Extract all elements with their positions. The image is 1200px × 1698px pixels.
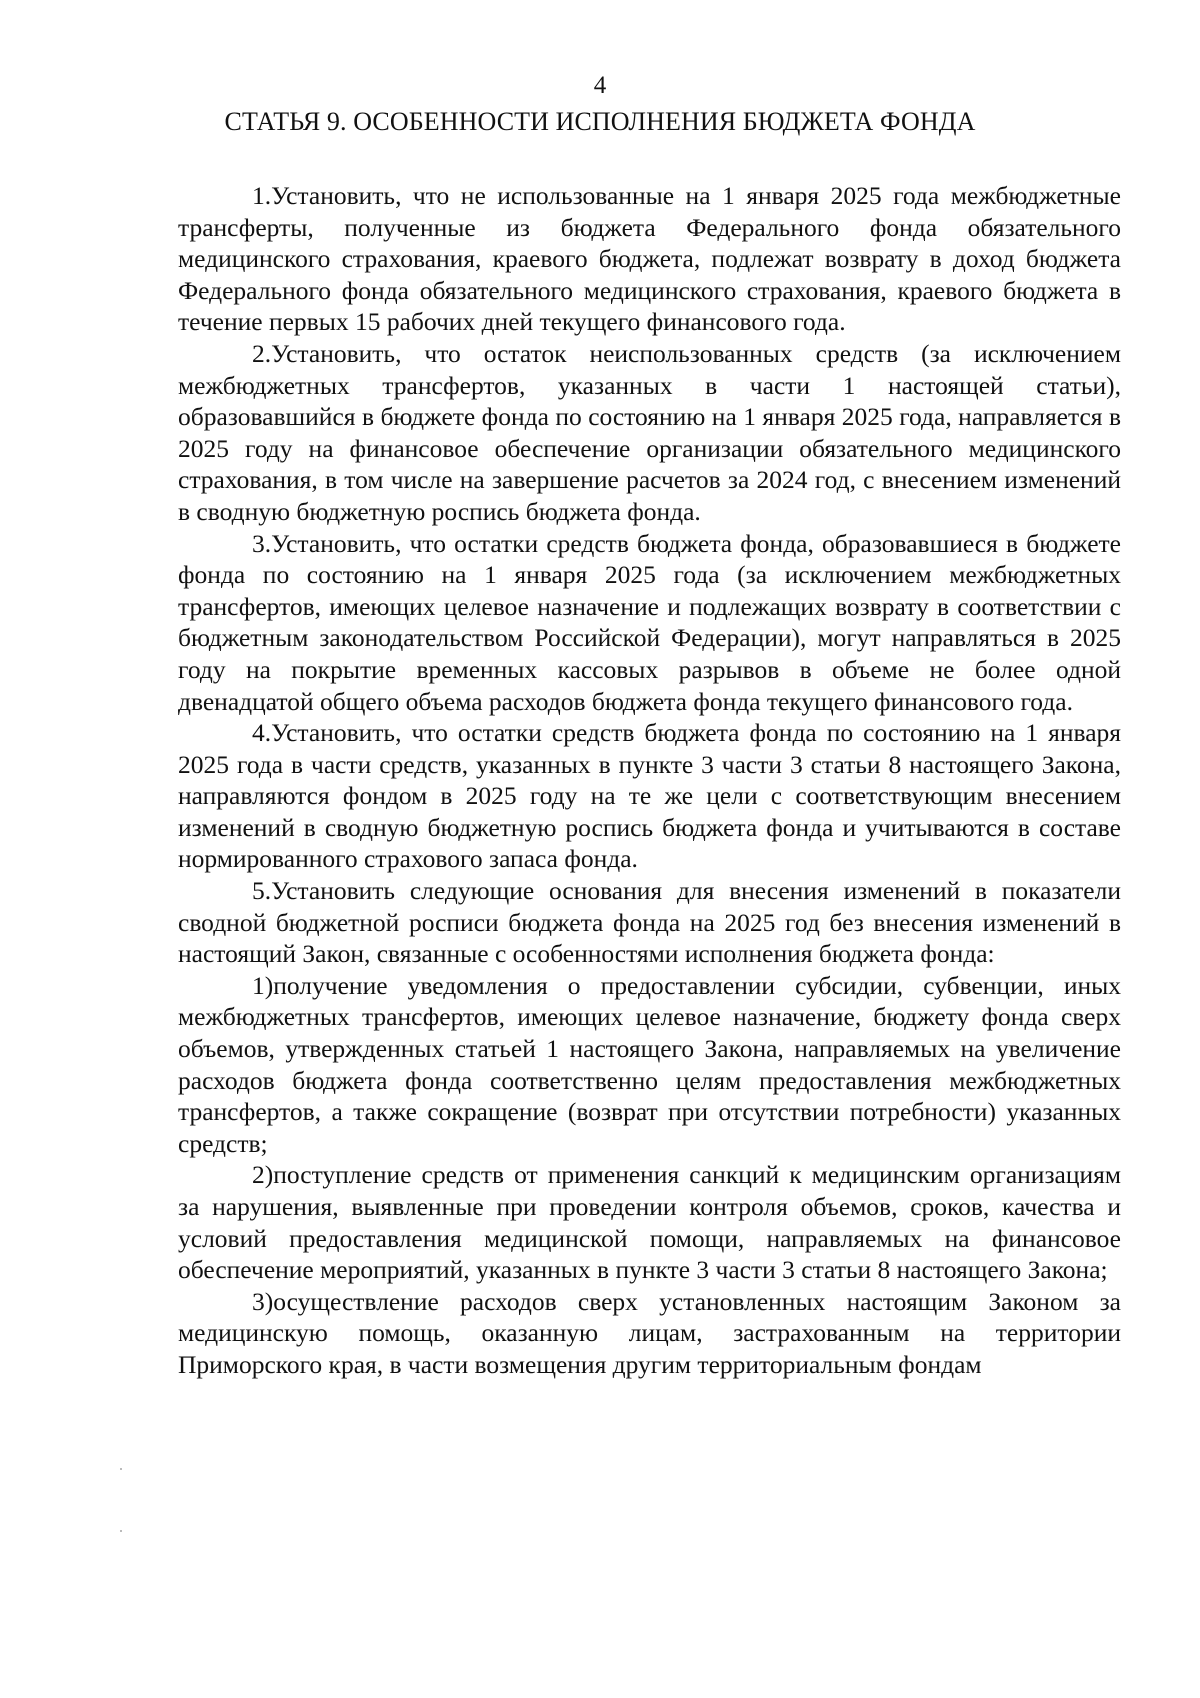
paragraph-1: 1.Установить, что не использованные на 1 января 2025 года межбюджетные трансферты, полученные из бюджета Федерального фонда обязательного медицинского страхования, краевого бюджета, подлежат возврату в доход бюджета Федерального фонда обязательного медицинского страхования, краевого бюджета в течение первых 15 рабочих дней текущего финансового года. (178, 181, 1121, 337)
article-body (178, 180, 1121, 1381)
paragraph-4: 4.Установить, что остатки средств бюджета фонда по состоянию на 1 января 2025 года в части средств, указанных в пункте 3 части 3 статьи 8 настоящего Закона, направляются фондом в 2025 году на те же цели с соответствующим внесением изменений в сводную бюджетную роспись бюджета фонда и учитываются в составе нормированного страхового запаса фонда. (178, 718, 1121, 874)
article-title: СТАТЬЯ 9. ОСОБЕННОСТИ ИСПОЛНЕНИЯ БЮДЖЕТА ФОНДА (224, 107, 976, 136)
paragraph-3: 3.Установить, что остатки средств бюджета фонда, образовавшиеся в бюджете фонда по состоянию на 1 января 2025 года (за исключением межбюджетных трансфертов, имеющих целевое назначение и подлежащих возврату в соответствии с бюджетным законодательством Российской Федерации), могут направляться в 2025 году на покрытие временных кассовых разрывов в объеме не более одной двенадцатой общего объема расходов бюджета фонда текущего финансового года. (178, 528, 1121, 716)
scan-speck (120, 1468, 122, 1470)
scan-speck (120, 1530, 122, 1532)
subparagraph-2: 2)поступление средств от применения санкций к медицинским организациям за нарушения, выявленные при проведении контроля объемов, сроков, качества и условий предоставления медицинской помощи, направляемых на финансовое обеспечение мероприятий, указанных в пункте 3 части 3 статьи 8 настоящего Закона; (178, 1160, 1121, 1285)
subparagraph-1: 1)получение уведомления о предоставлении субсидии, субвенции, иных межбюджетных трансфертов, имеющих целевое назначение, бюджету фонда сверх объемов, утвержденных статьей 1 настоящего Закона, направляемых на увеличение расходов бюджета фонда соответственно целям предоставления межбюджетных трансфертов, а также сокращение (возврат при отсутствии потребности) указанных средств; (178, 970, 1121, 1158)
paragraph-5: 5.Установить следующие основания для внесения изменений в показатели сводной бюджетной росписи бюджета фонда на 2025 год без внесения изменений в настоящий Закон, связанные с особенностями исполнения бюджета фонда: (178, 876, 1121, 969)
paragraph-2: 2.Установить, что остаток неиспользованных средств (за исключением межбюджетных трансфертов, указанных в части 1 настоящей статьи), образовавшийся в бюджете фонда по состоянию на 1 января 2025 года, направляется в 2025 году на финансовое обеспечение организации обязательного медицинского страхования, в том числе на завершение расчетов за 2024 год, с внесением изменений в сводную бюджетную роспись бюджета фонда. (178, 338, 1121, 526)
page-number: 4 (593, 72, 607, 99)
subparagraph-3: 3)осуществление расходов сверх установленных настоящим Законом за медицинскую помощь, оказанную лицам, застрахованным на территории Приморского края, в части возмещения другим территориальным фондам (178, 1286, 1121, 1379)
